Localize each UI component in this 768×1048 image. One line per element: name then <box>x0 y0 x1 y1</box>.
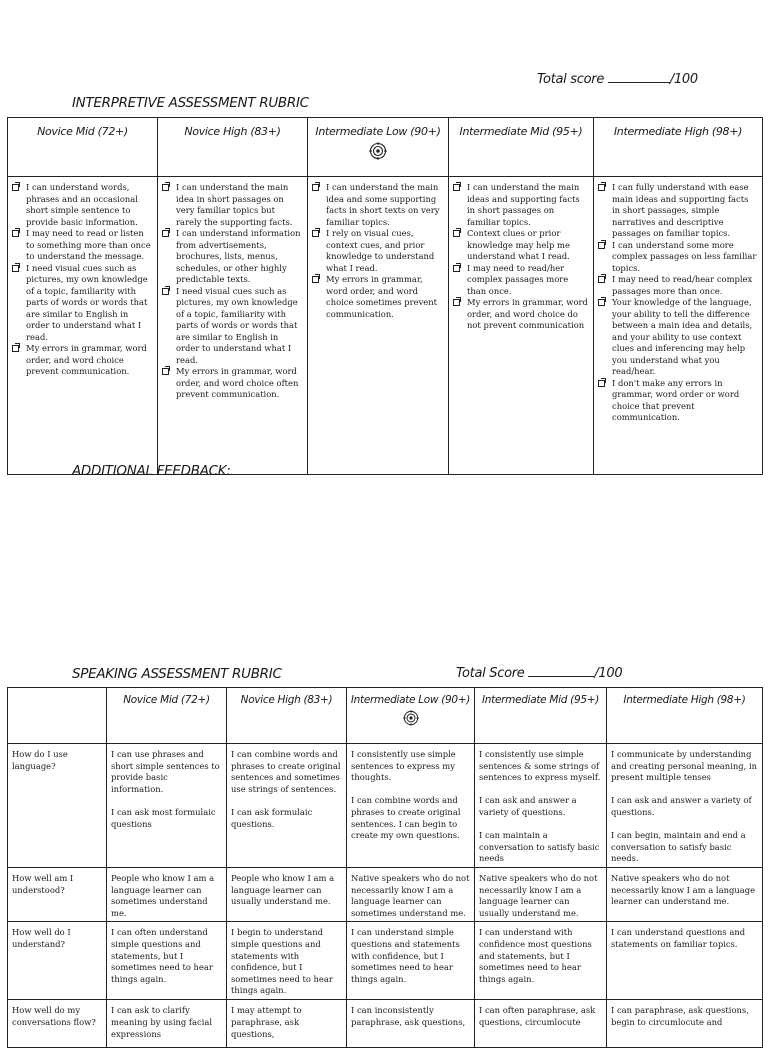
speak-cell-text: I can ask and answer a variety of questions. <box>611 795 752 817</box>
interpretive-rubric-table <box>7 117 763 475</box>
speak-cell <box>107 867 227 921</box>
table-row <box>8 744 763 868</box>
interpretive-total-score <box>537 72 698 87</box>
checkbox-icon[interactable] <box>312 230 319 237</box>
rubric-bullet-text: I can understand information from advertisements, brochures, lists, menus, schedules, or other highly predictable texts. <box>176 228 301 284</box>
speak-cell-text: Native speakers who do not necessarily know I am a language learner can understand me. <box>611 872 756 907</box>
speak-header-novice-mid: Novice Mid (72+) <box>107 688 227 744</box>
interp-cell-intermediate-low <box>308 177 449 475</box>
speak-cell-text: Native speakers who do not necessarily know I am a language learner can sometimes understand me. <box>351 872 470 918</box>
speak-cell-text: I can ask to clarify meaning by using facial expressions <box>111 1005 213 1039</box>
speak-cell <box>347 867 475 921</box>
speak-header-intermediate-high: Intermediate High (98+) <box>607 688 763 744</box>
checkbox-icon[interactable] <box>312 184 319 191</box>
interp-header-intermediate-low: Intermediate Low (90+) <box>308 118 449 177</box>
checkbox-icon[interactable] <box>453 265 460 272</box>
rubric-bullet-text: I may need to read/hear complex passages more than once. <box>612 274 753 296</box>
checkbox-icon[interactable] <box>12 230 19 237</box>
rubric-bullet-item <box>162 286 303 367</box>
checkbox-icon[interactable] <box>162 184 169 191</box>
speak-header-intermediate-mid: Intermediate Mid (95+) <box>475 688 607 744</box>
speak-cell-text: I can understand with confidence most questions and statements, but I sometimes need to hear things again. <box>479 927 592 984</box>
speak-cell <box>475 867 607 921</box>
speak-cell-text: I can often understand simple questions and statements, but I sometimes need to hear things again. <box>111 927 213 984</box>
interp-header-novice-high: Novice High (83+) <box>158 118 308 177</box>
speak-cell <box>475 922 607 1000</box>
checkbox-icon[interactable] <box>453 184 460 191</box>
speak-cell-text: I consistently use simple sentences & some strings of sentences to express myself. <box>479 749 601 783</box>
rubric-bullet-text: I can understand the main idea and some supporting facts in short texts on very familiar topics. <box>326 182 440 227</box>
speak-cell-text: I can ask formulaic questions. <box>231 806 313 829</box>
speaking-rubric-table <box>7 687 763 1048</box>
total-score-label: Total score <box>537 72 605 87</box>
speak-cell <box>107 744 227 868</box>
speak-cell <box>607 744 763 868</box>
rubric-bullet-item <box>312 182 444 228</box>
rubric-bullet-text: My errors in grammar, word order, and word choice often prevent communication. <box>176 366 299 399</box>
speak-cell-text: I consistently use simple sentences to express my thoughts. <box>351 749 456 783</box>
speak-header-intermediate-low: Intermediate Low (90+) <box>347 688 475 744</box>
checkbox-icon[interactable] <box>453 230 460 237</box>
rubric-bullet-item <box>312 274 444 320</box>
rubric-bullet-text: I can understand some more complex passages on less familiar topics. <box>612 239 757 273</box>
rubric-bullet-item <box>162 228 303 286</box>
speak-cell-text: I can ask most formulaic questions <box>111 806 216 829</box>
checkbox-icon[interactable] <box>12 345 19 352</box>
speak-cell-text: I can combine words and phrases to create original sentences. I can begin to create my own questions. <box>351 795 461 841</box>
rubric-bullet-item <box>12 182 153 228</box>
speak-cell-text: People who know I am a language learner can sometimes understand me. <box>111 872 215 918</box>
checkbox-icon[interactable] <box>162 288 169 295</box>
speak-cell <box>347 744 475 868</box>
target-icon <box>403 710 419 726</box>
checkbox-icon[interactable] <box>598 380 605 387</box>
speak-cell-text: I can often paraphrase, ask questions, circumlocute <box>479 1005 596 1027</box>
speak-cell-text: I communicate by understanding and creating personal meaning, in present multiple tenses <box>611 749 758 783</box>
checkbox-icon[interactable] <box>453 299 460 306</box>
speak-cell-text: I can maintain a conversation to satisfy basic needs <box>479 830 600 864</box>
speak-cell-text: I can use phrases and short simple sentences to provide basic information. <box>111 749 220 794</box>
speaking-total-score <box>456 666 622 681</box>
rubric-bullet-text: I may need to read or listen to something more than once to understand the message. <box>26 228 151 261</box>
speak-header-blank <box>8 688 107 744</box>
rubric-bullet-text: I can understand the main idea in short passages on very familiar topics but rarely the supporting facts. <box>176 182 293 227</box>
checkbox-icon[interactable] <box>312 276 319 283</box>
rubric-bullet-item <box>162 366 303 401</box>
rubric-bullet-text: Context clues or prior knowledge may help me understand what I read. <box>467 228 570 261</box>
rubric-bullet-text: I need visual cues such as pictures, my own knowledge of a topic, familiarity with parts of words or words that are similar to English in order to understand what I read. <box>26 262 148 342</box>
additional-feedback-label: ADDITIONAL FEEDBACK: <box>72 463 231 479</box>
rubric-bullet-text: I rely on visual cues, context cues, and prior knowledge to understand what I read. <box>326 228 435 273</box>
rubric-bullet-text: My errors in grammar, word order, and word choice sometimes prevent communication. <box>326 274 438 319</box>
speak-cell-text: I can combine words and phrases to create original sentences and sometimes use strings of sentences. <box>231 749 341 794</box>
checkbox-icon[interactable] <box>598 242 605 249</box>
rubric-bullet-item <box>312 228 444 274</box>
rubric-bullet-item <box>453 182 589 228</box>
speak-header-novice-high: Novice High (83+) <box>227 688 347 744</box>
rubric-bullet-text: I may need to read/her complex passages more than once. <box>467 262 569 296</box>
table-row <box>8 922 763 1000</box>
speak-cell-text: I may attempt to paraphrase, ask questions, <box>231 1005 302 1039</box>
checkbox-icon[interactable] <box>598 184 605 191</box>
interp-header-novice-mid: Novice Mid (72+) <box>8 118 158 177</box>
speak-cell-text: I can understand questions and statements on familiar topics. <box>611 927 746 949</box>
rubric-bullet-text: I need visual cues such as pictures, my own knowledge of a topic, familiarity with parts of words or words that are similar to English in order to understand what I read. <box>176 285 298 365</box>
checkbox-icon[interactable] <box>598 299 605 306</box>
speak-cell-text: I can understand simple questions and statements with confidence, but I sometimes need to hear things again. <box>351 927 460 984</box>
speak-cell <box>607 922 763 1000</box>
speak-cell <box>475 744 607 868</box>
total-score-suffix: /100 <box>594 666 623 681</box>
rubric-bullet-text: My errors in grammar, word order, and word choice do not prevent communication <box>467 297 588 330</box>
interp-header-intermediate-high: Intermediate High (98+) <box>594 118 763 177</box>
speak-cell-text: I can paraphrase, ask questions, begin to circumlocute and <box>611 1005 749 1027</box>
rubric-bullet-text: I can fully understand with ease main ideas and supporting facts in short passages, simple narratives and descriptive passages on familiar topics. <box>612 182 749 238</box>
interp-header-intermediate-mid: Intermediate Mid (95+) <box>449 118 594 177</box>
checkbox-icon[interactable] <box>12 184 19 191</box>
rubric-bullet-text: Your knowledge of the language, your ability to tell the difference between a main idea and details, and your ability to use context clues and inferencing may help you understand what you read/hear. <box>612 297 753 376</box>
speak-question: How well am I understood? <box>8 867 107 921</box>
rubric-bullet-item <box>598 274 758 297</box>
rubric-bullet-text: I don't make any errors in grammar, word order or word choice that prevent communication. <box>612 377 740 422</box>
speak-cell <box>347 922 475 1000</box>
speak-cell-text: I can begin, maintain and end a conversation to satisfy basic needs. <box>611 830 746 864</box>
rubric-bullet-item <box>598 378 758 424</box>
speak-cell <box>227 744 347 868</box>
rubric-bullet-text: I can understand the main ideas and supporting facts in short passages on familiar topics. <box>467 182 580 227</box>
speak-cell-text: I can ask and answer a variety of questions. <box>479 795 577 817</box>
speak-cell <box>607 867 763 921</box>
checkbox-icon[interactable] <box>162 368 169 375</box>
total-score-label: Total Score <box>456 666 525 681</box>
speak-question: How do I use language? <box>8 744 107 868</box>
speak-cell-text: I begin to understand simple questions and statements with confidence, but I sometimes need to hear things again. <box>231 927 333 996</box>
interp-cell-novice-mid <box>8 177 158 475</box>
rubric-bullet-item <box>453 263 589 298</box>
interpretive-rubric-title: INTERPRETIVE ASSESSMENT RUBRIC <box>72 95 309 111</box>
rubric-bullet-text: I can understand words, phrases and an occasional short simple sentence to provide basic information. <box>26 182 138 227</box>
total-score-blank[interactable] <box>528 666 594 677</box>
rubric-bullet-item <box>598 240 758 275</box>
speak-cell-text: Native speakers who do not necessarily know I am a language learner can usually understand me. <box>479 872 598 918</box>
checkbox-icon[interactable] <box>598 276 605 283</box>
checkbox-icon[interactable] <box>12 265 19 272</box>
speak-cell <box>107 922 227 1000</box>
interp-cell-intermediate-mid <box>449 177 594 475</box>
target-icon <box>369 142 387 160</box>
rubric-bullet-item <box>162 182 303 228</box>
rubric-bullet-item <box>598 182 758 240</box>
interp-cell-intermediate-high <box>594 177 763 475</box>
rubric-bullet-item <box>453 228 589 263</box>
total-score-suffix: /100 <box>669 72 698 87</box>
speak-question: How well do I understand? <box>8 922 107 1000</box>
rubric-bullet-item <box>12 343 153 378</box>
speak-cell-text: I can inconsistently paraphrase, ask questions, <box>351 1005 466 1027</box>
rubric-bullet-item <box>453 297 589 332</box>
speak-cell <box>227 922 347 1000</box>
rubric-bullet-item <box>598 297 758 378</box>
rubric-bullet-item <box>12 263 153 344</box>
interp-cell-novice-high <box>158 177 308 475</box>
checkbox-icon[interactable] <box>162 230 169 237</box>
speak-question: How well do my conversations flow? <box>8 1000 107 1048</box>
total-score-blank[interactable] <box>608 72 670 83</box>
table-row <box>8 867 763 921</box>
rubric-bullet-item <box>12 228 153 263</box>
speak-cell <box>227 867 347 921</box>
speak-cell-text: People who know I am a language learner can usually understand me. <box>231 872 335 907</box>
rubric-bullet-text: My errors in grammar, word order, and word choice prevent communication. <box>26 343 147 376</box>
speaking-rubric-title: SPEAKING ASSESSMENT RUBRIC <box>72 666 282 682</box>
